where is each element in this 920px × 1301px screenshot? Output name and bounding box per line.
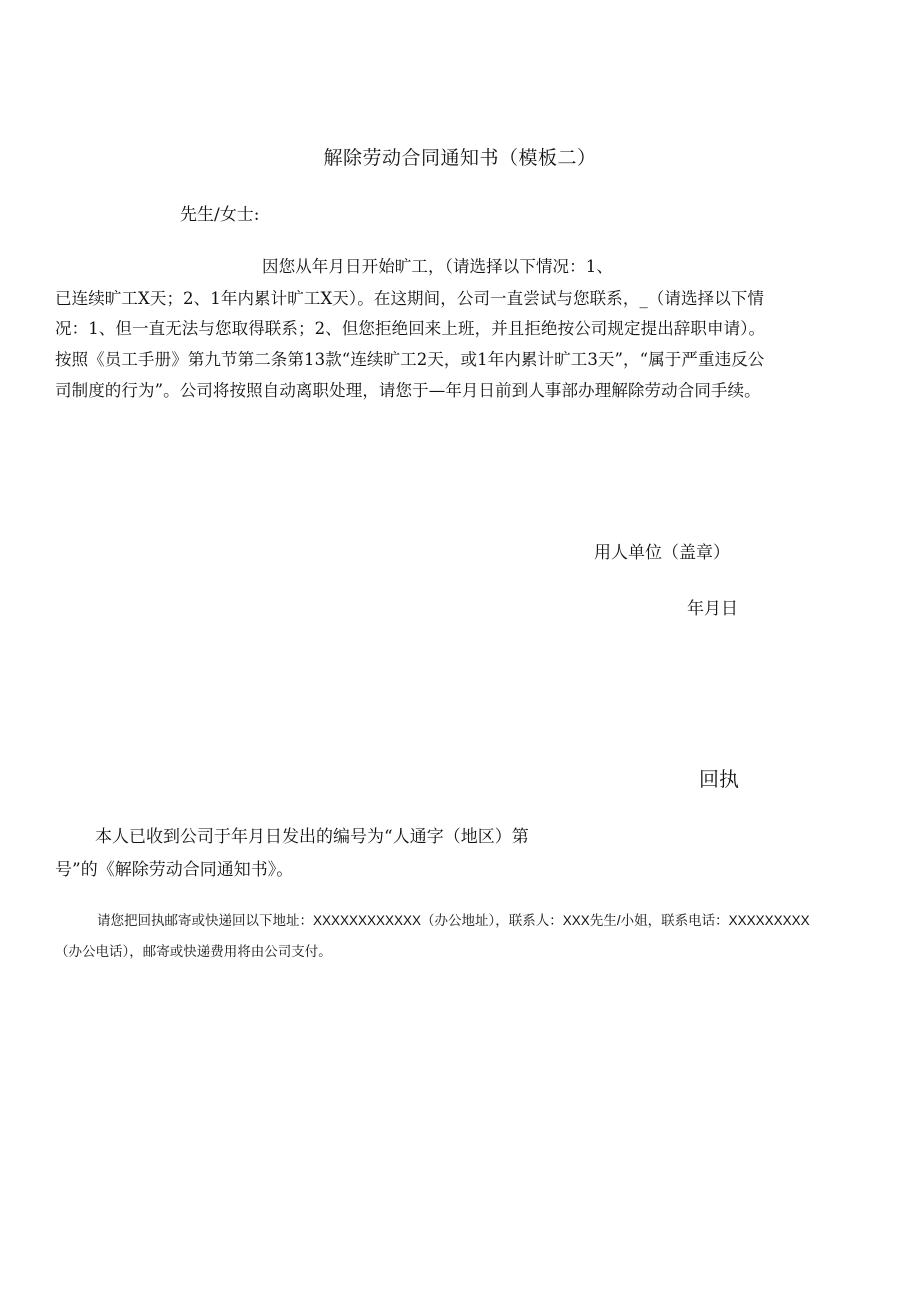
salutation: 先生/女士: [180, 205, 260, 225]
return-instructions-line: （办公电话），邮寄或快递费用将由公司支付。 [55, 944, 332, 959]
body-line: 因您从年月日开始旷工，（请选择以下情况：1、 [262, 257, 613, 276]
body-line: 按照《员工手册》第九节第二条第13款“连续旷工2天，或1年内累计旷工3天”，“属于严重违反公 [55, 350, 765, 369]
employer-seal-label: 用人单位（盖章） [594, 543, 730, 563]
receipt-title: 回执 [699, 767, 739, 791]
receipt-line: 号”的《解除劳动合同通知书》。 [55, 860, 294, 880]
receipt-line: 本人已收到公司于年月日发出的编号为“人通字（地区）第 [95, 827, 529, 847]
body-line: 况：1、但一直无法与您取得联系；2、但您拒绝回来上班，并且拒绝按公司规定提出辞职申请）。 [55, 319, 766, 338]
signature-date: 年月日 [687, 599, 738, 619]
body-line: 已连续旷工X天；2、1年内累计旷工X天）。在这期间，公司一直尝试与您联系，_（请选择以下情 [55, 289, 764, 308]
body-line: 司制度的行为”。公司将按照自动离职处理，请您于—年月日前到人事部办理解除劳动合同手续。 [55, 381, 761, 400]
return-instructions-line: 请您把回执邮寄或快递回以下地址：XXXXXXXXXXXX（办公地址），联系人：XXX先生/小姐，联系电话：XXXXXXXXX [97, 913, 810, 928]
document-title: 解除劳动合同通知书（模板二） [323, 147, 597, 169]
